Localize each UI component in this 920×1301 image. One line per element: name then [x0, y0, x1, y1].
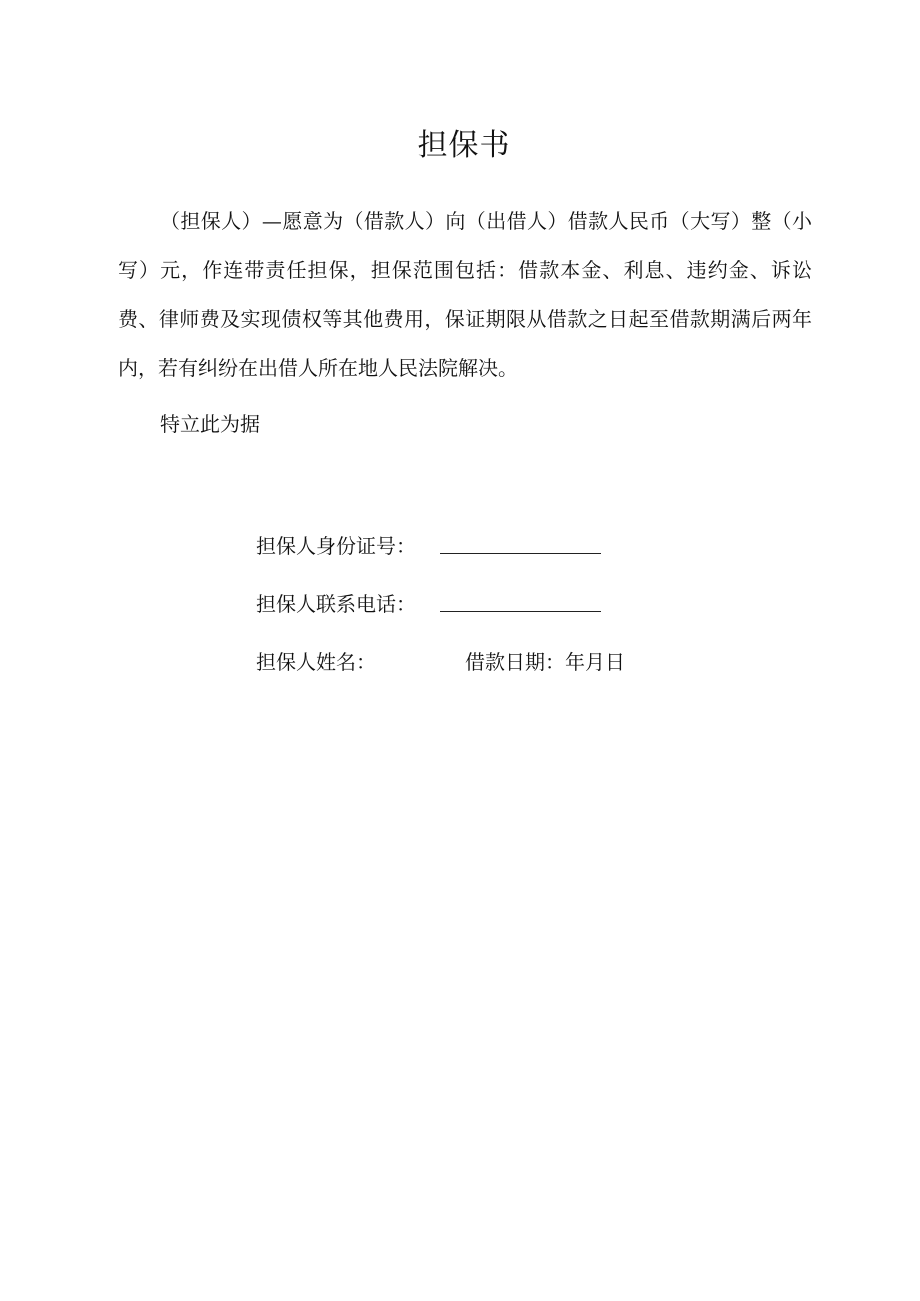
- closing-statement: 特立此为据: [160, 412, 260, 436]
- loan-date-label: 借款日期：年月日: [465, 650, 625, 674]
- guarantee-body-paragraph: （担保人）—愿意为（借款人）向（出借人）借款人民币（大写）整（小写）元，作连带责任担保，担保范围包括：借款本金、利息、违约金、诉讼费、律师费及实现债权等其他费用，保证期限从借款之日起至借款期满后两年内，若有纠纷在出借人所在地人民法院解决。: [118, 209, 812, 380]
- guarantor-id-blank-line: [440, 553, 601, 554]
- document-title: 担保书: [417, 128, 511, 163]
- guarantor-phone-blank-line: [440, 611, 601, 612]
- guarantor-id-label: 担保人身份证号：: [256, 534, 416, 558]
- guarantor-phone-label: 担保人联系电话：: [256, 592, 416, 616]
- guarantor-name-label: 担保人姓名：: [256, 650, 376, 674]
